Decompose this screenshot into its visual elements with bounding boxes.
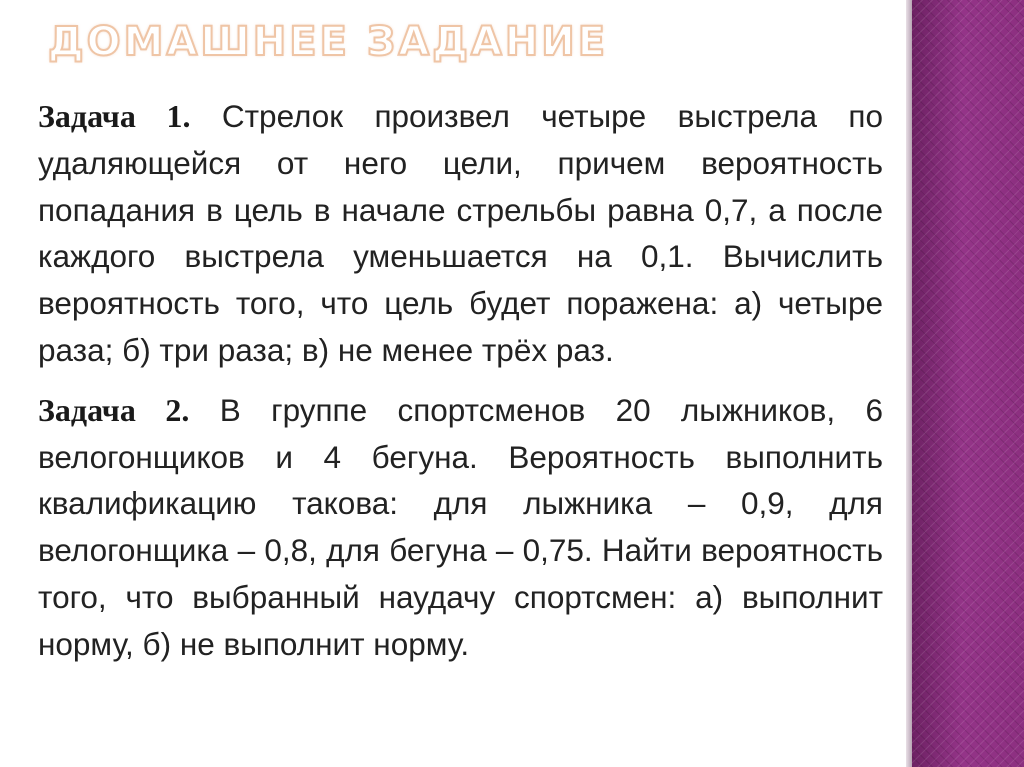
task-2-label: Задача 2. [38,391,190,428]
task-1 [38,93,883,374]
task-2 [38,387,883,668]
task-1-text: Стрелок произвел четыре выстрела по удаляющейся от него цели, причем вероятность попадания в цель в начале стрельбы равна 0,7, а после каждого выстрела уменьшается на 0,1. Вычислить вероятность того, что цель будет поражена: а) четыре раза; б) три раза; в) не менее трёх раз. [38,98,883,368]
decorative-side-band [912,0,1024,767]
slide-content [38,93,883,681]
task-2-text: В группе спортсменов 20 лыжников, 6 велогонщиков и 4 бегуна. Вероятность выполнить квалификацию такова: для лыжника – 0,9, для велогонщика – 0,8, для бегуна – 0,75. Найти вероятность того, что выбранный наудачу спортсмен: а) выполнит норму, б) не выполнит норму. [38,391,883,662]
task-1-label: Задача 1. [38,98,191,134]
slide-title: ДОМАШНЕЕ ЗАДАНИЕ [48,19,609,65]
